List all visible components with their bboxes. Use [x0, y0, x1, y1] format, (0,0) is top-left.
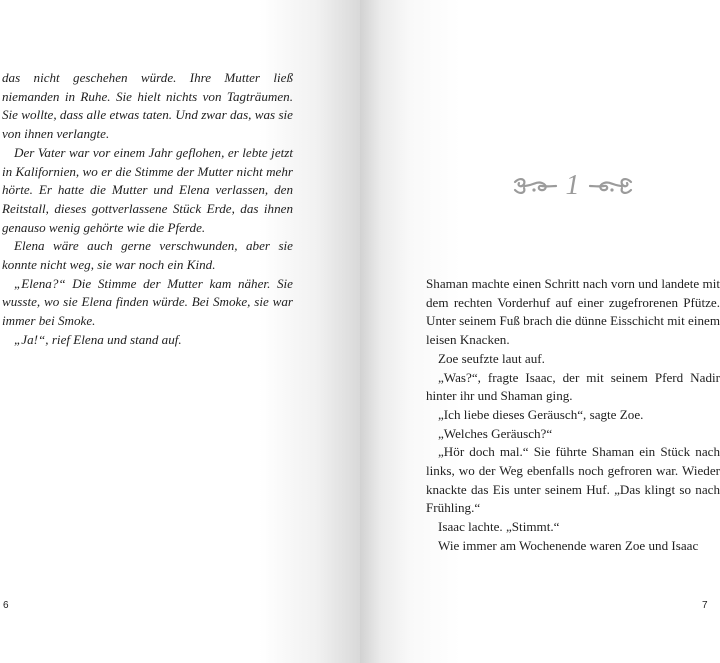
right-page-text [426, 275, 720, 556]
paragraph: „Elena?“ Die Stimme der Mutter kam näher. Sie wusste, wo sie Elena finden würde. Bei Smoke, sie war immer bei Smoke. [2, 275, 293, 329]
paragraph: „Ich liebe dieses Geräusch“, sagte Zoe. [438, 406, 644, 422]
swirl-ornament-icon [588, 175, 634, 197]
paragraph: „Hör doch mal.“ Sie führte Shaman ein Stück nach links, wo der Weg ebenfalls noch gefroren war. Wieder knackte das Eis unter seinem Huf. „Das klingt so nach Frühling.“ [426, 444, 720, 516]
left-page-text [2, 69, 293, 350]
paragraph: „Welches Geräusch?“ [438, 425, 553, 441]
paragraph: „Was?“, fragte Isaac, der mit seinem Pferd Nadir hinter ihr und Shaman ging. [426, 369, 720, 404]
paragraph: Elena wäre auch gerne verschwunden, aber sie konnte nicht weg, sie war noch ein Kind. [2, 238, 293, 273]
paragraph: „Ja!“, rief Elena und stand auf. [14, 331, 182, 347]
chapter-heading [505, 168, 640, 204]
paragraph: Isaac lachte. „Stimmt.“ [438, 519, 560, 535]
page-number-right: 7 [702, 600, 708, 611]
paragraph: Wie immer am Wochenende waren Zoe und Isaac [438, 537, 699, 553]
paragraph: Zoe seufzte laut auf. [438, 350, 545, 366]
paragraph: das nicht geschehen würde. Ihre Mutter ließ niemanden in Ruhe. Sie hielt nichts von Tagträumen. Sie wollte, dass alle etwas taten. Und zwar das, was sie von ihnen verlangte. [2, 70, 293, 142]
paragraph: Shaman machte einen Schritt nach vorn und landete mit dem rechten Vorderhuf auf einer zugefrorenen Pfütze. Unter seinem Fuß brach die dünne Eisschicht mit einem leisen Knacken. [426, 276, 720, 348]
chapter-number: 1 [565, 170, 580, 201]
paragraph: Der Vater war vor einem Jahr geflohen, er lebte jetzt in Kalifornien, wo er die Stimme der Mutter nicht mehr hörte. Er hatte die Mutter und Elena verlassen, den Reitstall, dieses gottverlassene Stück Erde, das ihnen genauso wenig gehörte wie die Pferde. [2, 144, 293, 235]
page-number-left: 6 [3, 600, 9, 611]
swirl-ornament-icon [512, 175, 558, 197]
